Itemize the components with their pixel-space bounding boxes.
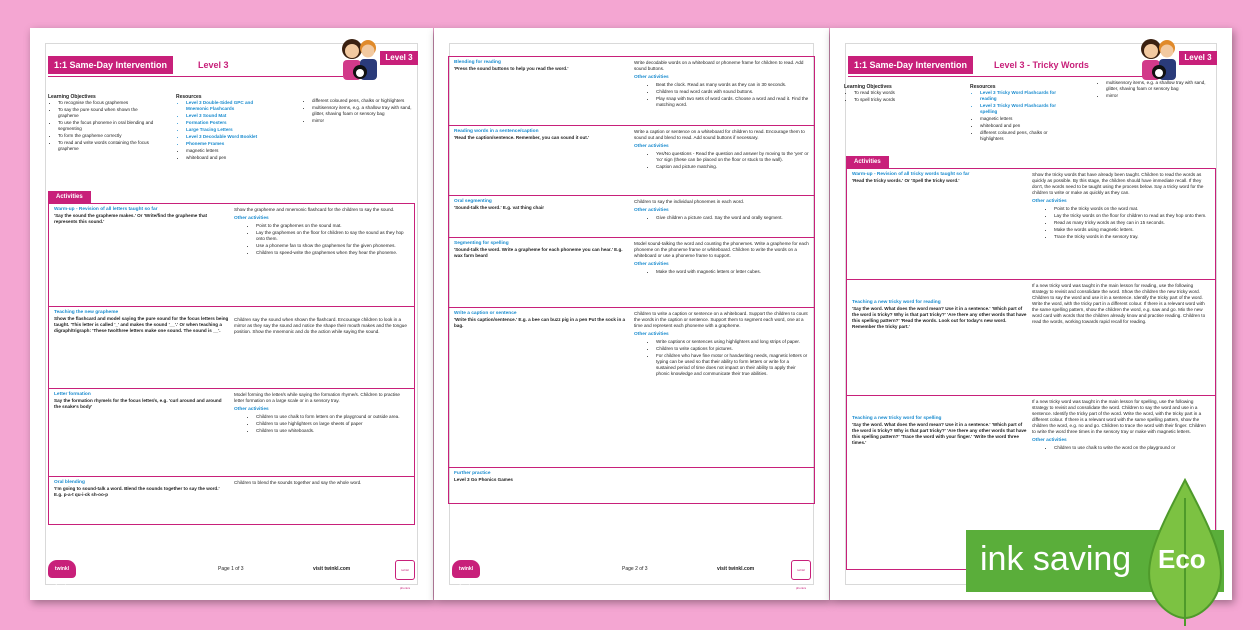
resources-column-2 [302,98,414,125]
resource-link[interactable]: • Level 3 Decodable Word Booklet [186,134,276,140]
list-item: • Children to use highlighters on large sheets of paper [256,421,409,427]
resource-item: • multisensory items, e.g. a shallow tray with sand, glitter, shaving foam or sensory bag [1106,80,1211,92]
table-row [49,306,414,389]
further-practice-link[interactable]: Level 3 Go Phonics Games [454,477,513,482]
resource-item: • different coloured pens, chalks or highlighters [312,98,414,104]
objectives-column [844,84,954,104]
other-activities-label: Other activities [634,332,669,337]
phonics-badge: twinkl phonics [791,560,811,580]
objectives-label: Learning Objectives [844,84,892,90]
other-activities-list [634,339,809,377]
resources-list-2 [1096,80,1211,99]
objectives-list [844,90,954,103]
other-activities-list [634,215,809,221]
row-prompt: 'Write this caption/sentence.' E.g. a bee can buzz pig in a pen Put the sock in a bag. [454,317,626,328]
objective-item: • To read and write words containing the focus grapheme [58,140,158,152]
activities-table [48,203,415,525]
level-tag: Level 3 [1179,51,1217,65]
table-row [449,467,814,504]
row-instructions: Show the tricky words that have already been taught. Children to read the words as quickly as possible. By this stage, the children should have immediate recall. If they don't, the words need to be taught using the process below. Say a tricky word for the children to write or make as quickly as they can. [1032,172,1204,195]
list-item: • Lay the tricky words on the floor for children to read as they hop onto them. [1054,213,1210,219]
list-item: • Lay the graphemes on the floor for children to say the sound as they hop onto them. [256,230,409,242]
row-instructions: Children to say the individual phonemes in each word. [634,199,745,204]
resource-link[interactable]: • Level 3 Double-Sided GPC and Mnemonic Flashcards [186,100,276,112]
activities-tab: Activities [846,156,889,168]
other-activities-label: Other activities [1032,438,1067,443]
row-prompt: 'Read the caption/sentence. Remember, you can sound it out.' [454,135,590,140]
list-item: • Make the word with magnetic letters or letter cubes. [656,269,809,275]
resource-item: • different coloured pens, chalks or highlighters [980,130,1070,142]
row-heading: Oral segmenting [454,199,492,204]
resources-column [970,84,1070,143]
resources-list [176,100,276,161]
objective-item: • To read tricky words [854,90,954,96]
table-row [449,125,814,196]
resource-link[interactable]: • Large Tracing Letters [186,127,276,133]
resource-link[interactable]: • Level 3 Tricky Word Flashcards for reading [980,90,1070,102]
page-title: 1:1 Same-Day Intervention [48,56,173,74]
row-heading: Teaching a new tricky word for reading [852,300,941,305]
list-item: • Make the words using magnetic letters. [1054,227,1210,233]
other-activities-list [634,151,809,170]
row-instructions: Children to write a caption or sentence on a whiteboard. Support the children to count the words in the caption or sentence. Support them to segment each word, one at a time and represent each phoneme with a grapheme. [634,311,808,328]
worksheet-page-1 [30,28,433,600]
resource-link[interactable]: • Phoneme Frames [186,141,276,147]
resource-item: • whiteboard and pen [980,123,1070,129]
resources-column-2 [1096,80,1211,100]
row-instructions: Write decodable words on a whiteboard or phoneme frame for children to read. Add sound buttons. [634,60,804,71]
other-activities-label: Other activities [234,407,269,412]
level-title: Level 3 - Tricky Words [994,60,1089,70]
table-row [49,204,414,306]
ink-saving-text: ink saving [980,540,1132,578]
list-item: • Children to speed-write the graphemes when they hear the phoneme. [256,250,409,256]
list-item: • Read as many tricky words as they can in 15 seconds. [1054,220,1210,226]
list-item: • Children to use chalk to form letters on the playground or outside area. [256,414,409,420]
resource-link[interactable]: • Formation Posters [186,120,276,126]
resources-list [970,90,1070,142]
list-item: • Write captions or sentences using highlighters and long strips of paper. [656,339,809,345]
row-instructions: Model sound-talking the word and counting the phonemes. Write a grapheme for each phoneme on the phoneme frame or whiteboard. Children to write the words on a whiteboard or use a phoneme frame to support. [634,241,809,258]
table-row [449,237,814,308]
resource-item: • magnetic letters [186,148,276,154]
title-bar [848,56,1143,74]
other-activities-list [634,82,809,108]
objective-item: • To recognise the focus graphemes [58,100,158,106]
children-illustration [1138,36,1180,80]
other-activities-list [634,269,809,275]
other-activities-list [234,223,409,256]
list-item: • Trace the tricky words in the sensory tray. [1054,234,1210,240]
resource-item: • magnetic letters [980,116,1070,122]
list-item: • For children who have fine motor or handwriting needs, magnetic letters or typing can be used so that their ability to form letters or write for a sustained period of time does not impact on their ability to apply their phonic knowledge and communicate their true abilities. [656,353,809,377]
row-heading: Blending for reading [454,60,501,65]
list-item: • Point to the tricky words on the word mat. [1054,206,1210,212]
table-row [449,195,814,238]
row-prompt: 'Say the sound the grapheme makes.' Or 'Write/find the grapheme that represents this sound.' [54,213,208,224]
other-activities-label: Other activities [634,75,669,80]
row-instructions: If a new tricky word was taught in the main lesson for reading, use the following strategy to revisit and consolidate the word. Show the children the new tricky word. Children to say the word and use it in a sentence. Identify the tricky part of the word. Write the word, with the tricky part in a different colour. If there is a relevant word with the same spelling pattern, show the children the word, e.g. saw and go. Mix the new word card with words that the children already know and practise reading. Children to read the words, working towards rapid recall for reading. [1032,283,1206,324]
page-footer [48,560,415,590]
row-prompt: 'I'm going to sound-talk a word. Blend the sounds together to say the word.' E.g. p-a-t qu-i-ck sh-oo-p [54,486,220,497]
level-title: Level 3 [198,60,229,70]
table-row [49,476,414,525]
objective-item: • To spell tricky words [854,97,954,103]
row-prompt: 'Sound-talk the word.' E.g. vat thing chair [454,205,544,210]
row-prompt: 'Press the sound buttons to help you read the word.' [454,66,569,71]
resources-label: Resources [970,84,996,90]
objective-item: • To use the focus phoneme in oral blending and segmenting [58,120,158,132]
objectives-list [48,100,158,152]
list-item: • Beat the clock. Read as many words as they can in 30 seconds. [656,82,809,88]
other-activities-list [1032,445,1210,451]
footer-link[interactable]: visit twinkl.com [717,566,755,572]
row-heading: Oral blending [54,480,85,485]
other-activities-label: Other activities [634,262,669,267]
other-activities-list [234,414,409,434]
title-underline [848,76,1143,77]
resource-link[interactable]: • Level 3 Tricky Word Flashcards for spelling [980,103,1070,115]
row-instructions: Children say the sound when shown the flashcard. Encourage children to look in a mirror as they say the sound and notice the shape their mouth makes and the tongue position. Show the mnemonic and do the action while saying the sound. [234,317,407,334]
resource-link[interactable]: • Level 3 Sound Mat [186,113,276,119]
title-bar [48,56,343,74]
objectives-label: Learning Objectives [48,94,96,100]
page-footer [452,560,811,590]
table-row [49,388,414,477]
level-tag: Level 3 [380,51,418,65]
row-instructions: Children to blend the sounds together and say the whole word. [234,480,362,485]
activities-table [448,56,815,504]
list-item: • Yes/No questions - Read the question and answer by moving to the 'yes' or 'no' sign (these can be placed on the floor or stuck to the wall). [656,151,809,163]
row-prompt: Say the formation rhyme/s for the focus letter/s, e.g. 'curl around and around the snake's body' [54,398,222,409]
objective-item: • To say the pure sound when shown the grapheme [58,107,158,119]
row-instructions: Model forming the letter/s while saying the formation rhyme/s. Children to practise letter formation on a large scale or in a sensory tray. [234,392,400,403]
table-row [449,307,814,468]
other-activities-label: Other activities [634,208,669,213]
list-item: • Children to use whiteboards. [256,428,409,434]
row-heading: Further practice [454,471,491,476]
page-title: 1:1 Same-Day Intervention [848,56,973,74]
resources-column [176,94,276,162]
twinkl-logo: twinkl phonics [452,560,480,578]
list-item: • Children to use chalk to write the word on the playground or [1054,445,1210,451]
table-row [449,57,814,125]
other-activities-label: Other activities [234,216,269,221]
row-heading: Letter formation [54,392,91,397]
resource-item: • whiteboard and pen [186,155,276,161]
other-activities-label: Other activities [634,144,669,149]
list-item: • Play snap with two sets of word cards. Choose a word and read it. Find the matching word. [656,96,809,108]
row-prompt: Show the flashcard and model saying the pure sound for the focus letters being taught. 'This letter is called '_' and makes the sound '__'.' Or when teaching a digraph/trigraph: 'These two/three letters make one sound. The sound is __'. [54,316,229,333]
footer-link[interactable]: visit twinkl.com [313,566,351,572]
list-item: • Children to read word cards with sound buttons. [656,89,809,95]
table-row [847,279,1215,396]
worksheet-page-2 [434,28,829,600]
list-item: • Caption and picture matching. [656,164,809,170]
resource-item: • multisensory items, e.g. a shallow tray with sand, glitter, shaving foam or sensory bag [312,105,414,117]
list-item: • Use a phoneme fan to show the graphemes for the given phonemes. [256,243,409,249]
objective-item: • To form the grapheme correctly [58,133,158,139]
other-activities-label: Other activities [1032,199,1067,204]
page-number: Page 1 of 3 [218,566,244,572]
list-item: • Give children a picture card. Say the word and orally segment. [656,215,809,221]
title-underline [48,76,343,77]
children-illustration [339,36,381,80]
objectives-column [48,94,158,153]
row-heading: Teaching the new grapheme [54,310,119,315]
resources-label: Resources [176,94,202,100]
row-prompt: 'Say the word. What does the word mean? Use it in a sentence.' 'Which part of the word is tricky? Why is that part tricky?' 'Are there any other words that have this spelling pattern?' 'Trace the word with your finger.' 'Write the word three times.' [852,422,1027,445]
row-heading: Teaching a new tricky word for spelling [852,416,942,421]
row-prompt: 'Sound-talk the word. Write a grapheme for each phoneme you can hear.' E.g. wax farm beard [454,247,623,258]
row-heading: Write a caption or sentence [454,311,517,316]
activities-tab: Activities [48,191,91,203]
resource-item: • mirror [312,118,414,124]
table-row [847,169,1215,279]
row-heading: Reading words in a sentence/caption [454,129,539,134]
resource-item: • mirror [1106,93,1211,99]
row-instructions: Write a caption or sentence on a whiteboard for children to read. Encourage them to sound out and blend to read. Add sound buttons if necessary. [634,129,805,140]
phonics-badge: twinkl phonics [395,560,415,580]
page-number: Page 2 of 3 [622,566,648,572]
resources-list-2 [302,98,414,124]
eco-label: Eco [1158,544,1206,574]
list-item: • Children to write captions for pictures. [656,346,809,352]
list-item: • Point to the graphemes on the sound mat. [256,223,409,229]
twinkl-logo: twinkl phonics [48,560,76,578]
row-prompt: 'Say the word. What does the word mean? Use it in a sentence.' 'Which part of the word is tricky? Why is that part tricky?' 'Are there any other words that have this spelling pattern?' 'Read the words. Look out for today's new word. Remember the tricky part.' [852,306,1027,329]
row-instructions: Show the grapheme and mnemonic flashcard for the children to say the sound. [234,207,395,212]
row-prompt: 'Read the tricky words.' Or 'Spell the tricky word.' [852,178,960,183]
other-activities-list [1032,206,1210,240]
row-instructions: If a new tricky word was taught in the main lesson for spelling, use the following strategy to revisit and consolidate the word. Children to say the word and use in a sentence. Identify the tricky part of the word. Write the word, with the tricky part in a different colour. If there is a relevant word with the same spelling pattern, show the children the word, e.g. no and go. Children to trace the word with their finger. Children to write the word three times in the sensory tray or make with magnetic letters. [1032,399,1206,434]
row-heading: Segmenting for spelling [454,241,509,246]
row-heading: Warm-up - Revision of all letters taught so far [54,207,158,212]
row-heading: Warm-up - Revision of all tricky words taught so far [852,172,970,177]
